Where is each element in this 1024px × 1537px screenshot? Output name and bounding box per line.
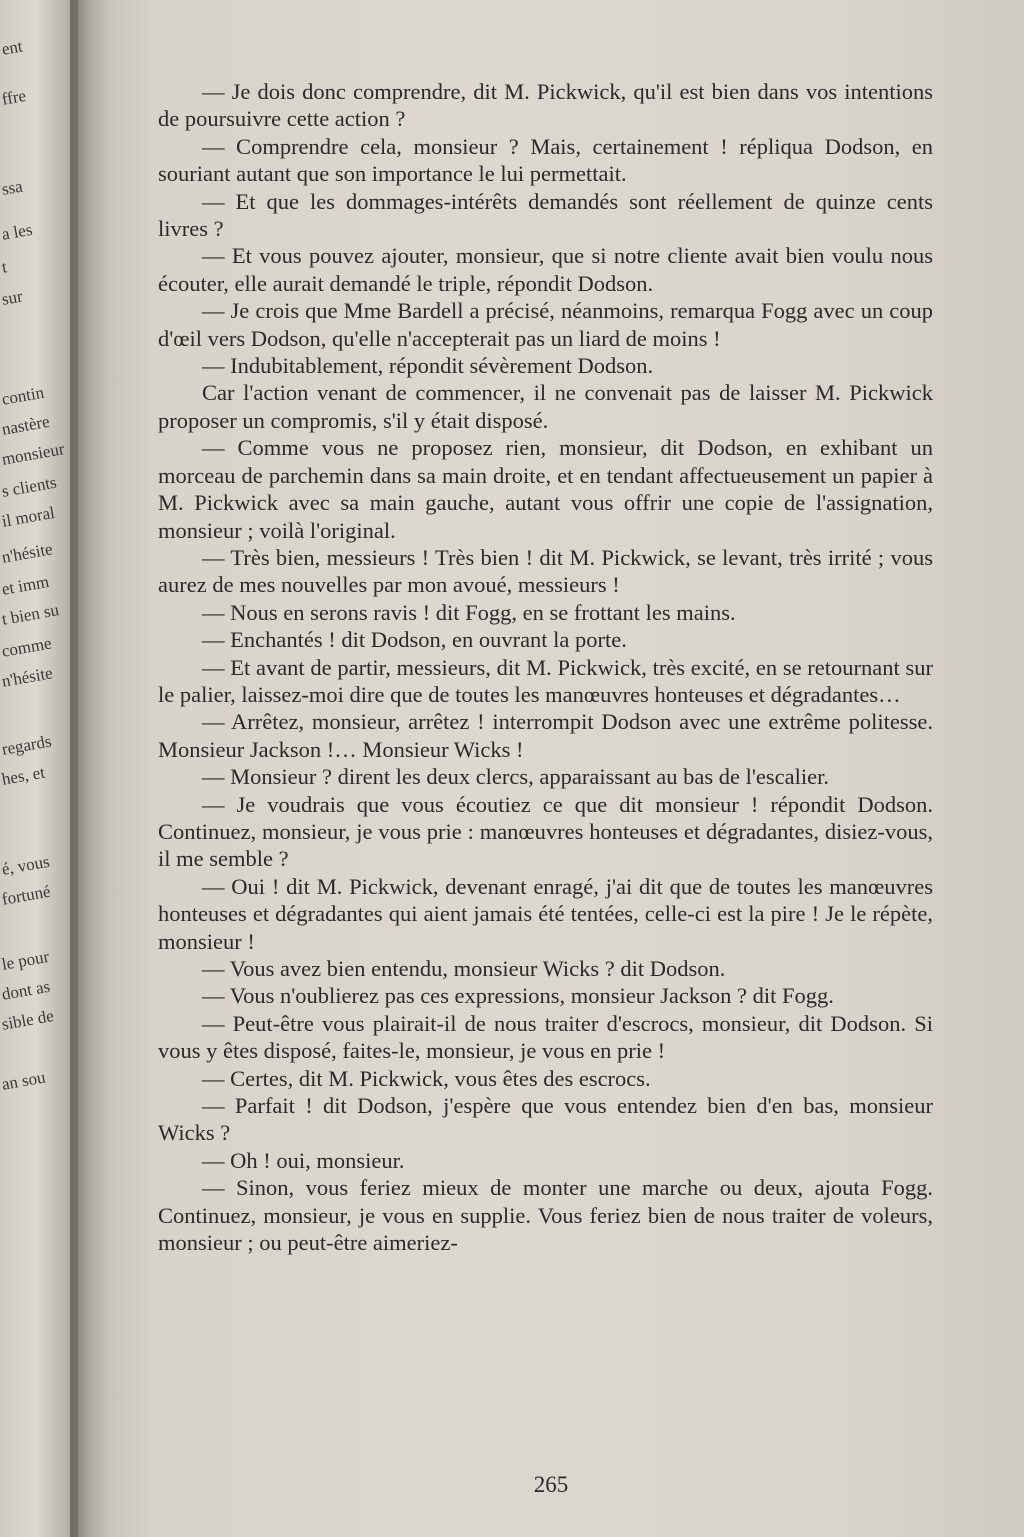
book-gutter-shadow xyxy=(70,0,110,1537)
paragraph: — Je crois que Mme Bardell a précisé, néanmoins, remarqua Fogg avec un coup d'œil vers Dodson, qu'elle n'accepterait pas un liard de moins ! xyxy=(158,298,933,351)
facing-page-fragment: contin xyxy=(0,382,46,409)
facing-page xyxy=(0,0,78,1537)
facing-page-fragment: comme xyxy=(0,633,53,661)
facing-page-fragment: n'hésite xyxy=(0,663,55,691)
paragraph: — Vous avez bien entendu, monsieur Wicks ? dit Dodson. xyxy=(202,956,726,981)
facing-page-fragment: a les xyxy=(0,219,34,244)
paragraph: — Parfait ! dit Dodson, j'espère que vous entendez bien d'en bas, monsieur Wicks ? xyxy=(158,1093,933,1146)
facing-page-fragment: s clients xyxy=(0,472,58,501)
facing-page-fragment: é, vous xyxy=(0,851,52,879)
paragraph: — Je dois donc comprendre, dit M. Pickwick, qu'il est bien dans vos intentions de poursuivre cette action ? xyxy=(158,79,933,132)
paragraph: — Et que les dommages-intérêts demandés sont réellement de quinze cents livres ? xyxy=(158,188,933,242)
paragraph: — Très bien, messieurs ! Très bien ! dit M. Pickwick, se levant, très irrité ; vous aurez de mes nouvelles par mon avoué, messieurs ! xyxy=(158,544,933,598)
facing-page-fragment: fortuné xyxy=(0,881,52,909)
facing-page-fragment: an sou xyxy=(0,1067,47,1094)
paragraph: — Sinon, vous feriez mieux de monter une marche ou deux, ajouta Fogg. Continuez, monsieur, je vous en supplie. Vous feriez bien de nous traiter de voleurs, monsieur ; ou peut-être aimeriez- xyxy=(158,1175,933,1256)
facing-page-fragment: hes, et xyxy=(0,762,47,789)
paragraph: Car l'action venant de commencer, il ne convenait pas de laisser M. Pickwick proposer un compromis, s'il y était disposé. xyxy=(158,380,933,433)
paragraph: — Vous n'oublierez pas ces expressions, monsieur Jackson ? dit Fogg. xyxy=(202,983,834,1009)
paragraph: — Indubitablement, répondit sévèrement Dodson. xyxy=(202,353,654,379)
facing-page-fragment: t xyxy=(0,257,9,277)
facing-page-fragment: nastère xyxy=(0,411,51,439)
facing-page-fragment: t bien su xyxy=(0,600,61,629)
facing-page-fragment: ssa xyxy=(0,176,25,199)
paragraph: — Oui ! dit M. Pickwick, devenant enragé, j'ai dit que de toutes les manœuvres honteuses et dégradantes qui aient jamais été tentées, celle-ci est la pire ! Je le répète, monsieur ! xyxy=(158,873,933,954)
facing-page-fragment: le pour xyxy=(0,946,51,974)
paragraph: — Comme vous ne proposez rien, monsieur, dit Dodson, en exhibant un morceau de parchemin dans sa main droite, et en tendant affectueusement un papier à M. Pickwick avec sa main gauche, autant vous offrir une copie de l'assignation, monsieur ; voilà l'original. xyxy=(158,435,933,543)
facing-page-fragment: monsieur xyxy=(0,439,66,469)
paragraph: — Comprendre cela, monsieur ? Mais, certainement ! répliqua Dodson, en souriant autant que son importance le lui permettait. xyxy=(158,133,933,187)
paragraph: — Nous en serons ravis ! dit Fogg, en se frottant les mains. xyxy=(202,599,736,625)
paragraph: — Oh ! oui, monsieur. xyxy=(202,1147,405,1173)
book-page xyxy=(78,0,1024,1537)
facing-page-fragment: dont as xyxy=(0,976,52,1004)
facing-page-fragment: ent xyxy=(0,36,25,59)
facing-page-fragment: ffre xyxy=(0,85,28,109)
paragraph: — Arrêtez, monsieur, arrêtez ! interrompit Dodson avec une extrême politesse. Monsieur Jackson !… Monsieur Wicks ! xyxy=(158,709,933,762)
facing-page-fragment: regards xyxy=(0,731,53,759)
paragraph: — Enchantés ! dit Dodson, en ouvrant la porte. xyxy=(202,627,627,653)
page-text xyxy=(158,78,933,1256)
facing-page-fragment: et imm xyxy=(0,571,51,599)
paragraph: — Je voudrais que vous écoutiez ce que dit monsieur ! répondit Dodson. Continuez, monsieur, je vous prie : manœuvres honteuses et dégradantes, disiez-vous, il me semble ? xyxy=(158,791,933,872)
paragraph: — Et avant de partir, messieurs, dit M. Pickwick, très excité, en se retournant sur le palier, laissez-moi dire que de toutes les manœuvres honteuses et dégradantes… xyxy=(158,654,933,707)
facing-page-fragment: sible de xyxy=(0,1006,56,1034)
facing-page-fragment: n'hésite xyxy=(0,539,55,567)
paragraph: — Et vous pouvez ajouter, monsieur, que si notre cliente avait bien voulu nous écouter, elle aurait demandé le triple, répondit Dodson. xyxy=(158,243,933,296)
paragraph: — Monsieur ? dirent les deux clercs, apparaissant au bas de l'escalier. xyxy=(202,764,829,790)
page-number: 265 xyxy=(533,1472,569,1497)
paragraph: — Certes, dit M. Pickwick, vous êtes des escrocs. xyxy=(202,1065,651,1091)
facing-page-fragment: il moral xyxy=(0,502,57,531)
facing-page-fragment: sur xyxy=(0,286,25,309)
paragraph: — Peut-être vous plairait-il de nous traiter d'escrocs, monsieur, dit Dodson. Si vous y êtes disposé, faites-le, monsieur, je vous en prie ! xyxy=(158,1010,933,1064)
